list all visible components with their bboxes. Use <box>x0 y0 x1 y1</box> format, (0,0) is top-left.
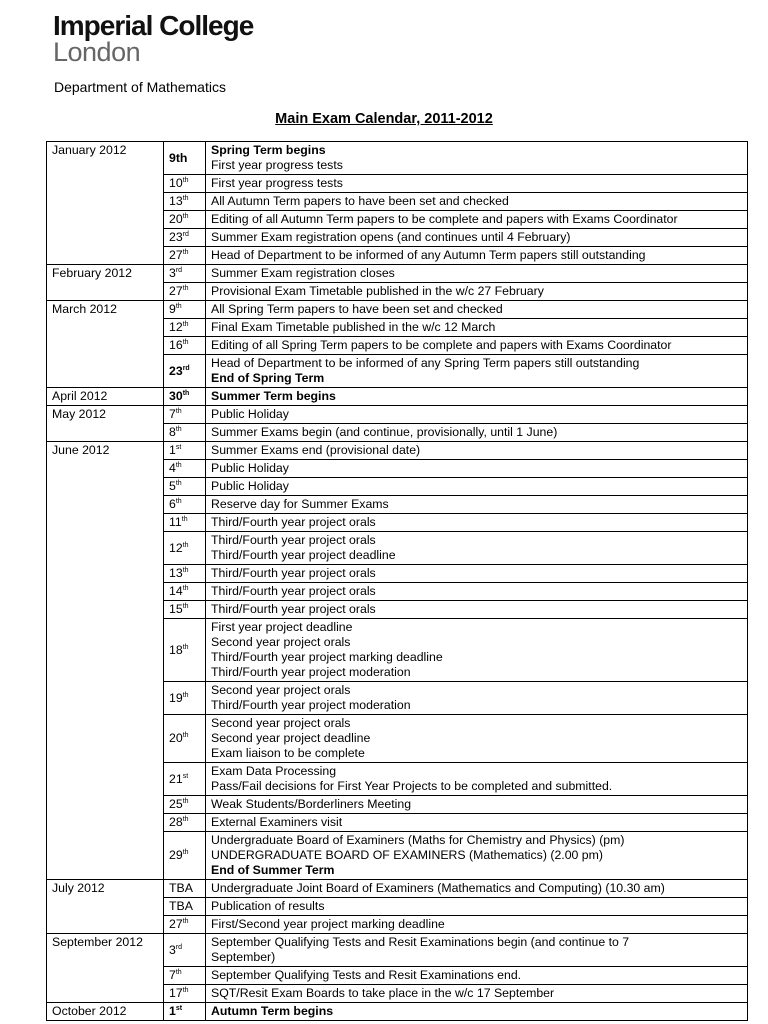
event-line: Reserve day for Summer Exams <box>211 497 389 511</box>
day-suffix: st <box>182 772 189 780</box>
calendar-row <box>47 880 748 898</box>
event-cell <box>206 601 748 619</box>
event-line: End of Spring Term <box>211 371 325 385</box>
day-suffix: th <box>182 917 189 925</box>
month-cell: February 2012 <box>47 265 164 301</box>
event-line: Third/Fourth year project moderation <box>211 698 411 712</box>
day-cell: 17th <box>164 985 206 1003</box>
day-suffix: th <box>182 194 189 202</box>
day-suffix: th <box>182 584 189 592</box>
event-cell <box>206 532 748 565</box>
event-line: First year progress tests <box>211 176 343 190</box>
event-cell <box>206 175 748 193</box>
event-line: All Autumn Term papers to have been set and checked <box>211 194 509 208</box>
event-line: Spring Term begins <box>211 143 326 157</box>
event-line: Provisional Exam Timetable published in the w/c 27 February <box>211 284 544 298</box>
day-cell: TBA <box>164 898 206 916</box>
event-line: September) <box>211 950 276 964</box>
day-cell: 19th <box>164 682 206 715</box>
day-suffix: th <box>182 566 189 574</box>
event-cell <box>206 301 748 319</box>
event-cell <box>206 211 748 229</box>
event-line: Public Holiday <box>211 407 289 421</box>
day-suffix: rd <box>182 230 189 238</box>
event-line: Third/Fourth year project orals <box>211 533 376 547</box>
day-suffix: th <box>182 320 189 328</box>
event-line: Pass/Fail decisions for First Year Projects to be completed and submitted. <box>211 779 613 793</box>
event-line: Editing of all Autumn Term papers to be complete and papers with Exams Coordinator <box>211 212 678 226</box>
day-cell: 7th <box>164 406 206 424</box>
event-cell <box>206 265 748 283</box>
logo-line-2: London <box>53 37 141 67</box>
day-cell: 4th <box>164 460 206 478</box>
calendar-row <box>47 142 748 175</box>
day-cell: 12th <box>164 532 206 565</box>
day-cell: 30th <box>164 388 206 406</box>
event-line: Summer Exam registration closes <box>211 266 395 280</box>
event-line: Weak Students/Borderliners Meeting <box>211 797 412 811</box>
calendar-body <box>47 142 748 1021</box>
event-cell <box>206 319 748 337</box>
day-cell: 25th <box>164 796 206 814</box>
day-cell: 6th <box>164 496 206 514</box>
event-line: Public Holiday <box>211 461 289 475</box>
event-cell <box>206 715 748 763</box>
event-cell <box>206 142 748 175</box>
event-cell <box>206 985 748 1003</box>
event-line: Editing of all Spring Term papers to be complete and papers with Exams Coordinator <box>211 338 672 352</box>
day-suffix: th <box>182 389 190 397</box>
exam-calendar-table <box>46 141 748 1021</box>
event-line: Third/Fourth year project moderation <box>211 665 411 679</box>
day-suffix: th <box>182 731 189 739</box>
day-cell: 21st <box>164 763 206 796</box>
day-cell: 3rd <box>164 934 206 967</box>
event-line: Exam Data Processing <box>211 764 337 778</box>
event-cell <box>206 763 748 796</box>
day-cell: 20th <box>164 715 206 763</box>
day-cell: 10th <box>164 175 206 193</box>
calendar-row <box>47 1003 748 1021</box>
day-suffix: th <box>175 479 182 487</box>
day-suffix: th <box>175 461 182 469</box>
day-cell: 11th <box>164 514 206 532</box>
event-cell <box>206 814 748 832</box>
event-cell <box>206 1003 748 1021</box>
day-suffix: th <box>175 497 182 505</box>
event-line: Third/Fourth year project marking deadline <box>211 650 443 664</box>
logo-line-1: Imperial College <box>53 10 254 41</box>
day-suffix: th <box>182 815 189 823</box>
event-cell <box>206 460 748 478</box>
day-suffix: th <box>175 302 182 310</box>
event-cell <box>206 247 748 265</box>
month-cell: January 2012 <box>47 142 164 265</box>
day-suffix: th <box>182 248 189 256</box>
event-cell <box>206 424 748 442</box>
event-line: September Qualifying Tests and Resit Examinations begin (and continue to 7 <box>211 935 630 949</box>
day-cell: 23rd <box>164 355 206 388</box>
event-line: UNDERGRADUATE BOARD OF EXAMINERS (Mathematics) (2.00 pm) <box>211 848 603 862</box>
event-line: Second year project deadline <box>211 731 371 745</box>
department-name: Department of Mathematics <box>54 79 226 95</box>
event-cell <box>206 967 748 985</box>
event-cell <box>206 388 748 406</box>
event-cell <box>206 406 748 424</box>
day-cell: 1st <box>164 442 206 460</box>
day-suffix: st <box>175 1004 183 1012</box>
event-line: Second year project orals <box>211 635 351 649</box>
month-cell: March 2012 <box>47 301 164 388</box>
event-cell <box>206 283 748 301</box>
event-cell <box>206 934 748 967</box>
day-cell: 15th <box>164 601 206 619</box>
event-line: Third/Fourth year project orals <box>211 584 376 598</box>
day-cell: 27th <box>164 283 206 301</box>
event-cell <box>206 880 748 898</box>
event-cell <box>206 355 748 388</box>
event-line: Second year project orals <box>211 716 351 730</box>
event-line: Undergraduate Board of Examiners (Maths for Chemistry and Physics) (pm) <box>211 833 625 847</box>
event-cell <box>206 619 748 682</box>
event-line: Final Exam Timetable published in the w/c 12 March <box>211 320 496 334</box>
event-line: Summer Exams begin (and continue, provisionally, until 1 June) <box>211 425 558 439</box>
event-cell <box>206 832 748 880</box>
event-line: First year project deadline <box>211 620 353 634</box>
event-line: First year progress tests <box>211 158 343 172</box>
event-line: Third/Fourth year project deadline <box>211 548 396 562</box>
event-line: Second year project orals <box>211 683 351 697</box>
event-line: Head of Department to be informed of any Spring Term papers still outstanding <box>211 356 640 370</box>
day-suffix: th <box>182 643 189 651</box>
event-cell <box>206 565 748 583</box>
event-line: Third/Fourth year project orals <box>211 602 376 616</box>
month-cell: October 2012 <box>47 1003 164 1021</box>
event-line: Public Holiday <box>211 479 289 493</box>
day-suffix: th <box>175 425 182 433</box>
calendar-row <box>47 301 748 319</box>
page-title: Main Exam Calendar, 2011-2012 <box>275 111 493 127</box>
event-cell <box>206 193 748 211</box>
day-cell: 9th <box>164 142 206 175</box>
event-line: Publication of results <box>211 899 325 913</box>
day-suffix: th <box>181 515 188 523</box>
event-cell <box>206 229 748 247</box>
event-cell <box>206 478 748 496</box>
day-cell: 16th <box>164 337 206 355</box>
day-suffix: th <box>182 602 189 610</box>
day-suffix: th <box>182 848 189 856</box>
day-suffix: th <box>175 968 182 976</box>
day-cell: 1st <box>164 1003 206 1021</box>
day-suffix: th <box>182 541 189 549</box>
day-suffix: th <box>182 986 189 994</box>
month-cell: June 2012 <box>47 442 164 880</box>
event-line: Summer Exams end (provisional date) <box>211 443 421 457</box>
day-suffix: th <box>182 338 189 346</box>
day-suffix: th <box>175 407 182 415</box>
event-line: Third/Fourth year project orals <box>211 515 376 529</box>
day-cell: 20th <box>164 211 206 229</box>
event-line: Third/Fourth year project orals <box>211 566 376 580</box>
calendar-row <box>47 406 748 424</box>
event-cell <box>206 514 748 532</box>
day-suffix: rd <box>182 364 190 372</box>
event-cell <box>206 898 748 916</box>
day-cell: 7th <box>164 967 206 985</box>
event-line: Undergraduate Joint Board of Examiners (Mathematics and Computing) (10.30 am) <box>211 881 665 895</box>
day-suffix: st <box>175 443 182 451</box>
event-line: Head of Department to be informed of any Autumn Term papers still outstanding <box>211 248 646 262</box>
calendar-row <box>47 265 748 283</box>
event-line: SQT/Resit Exam Boards to take place in the w/c 17 September <box>211 986 555 1000</box>
day-suffix: th <box>182 212 189 220</box>
day-cell: 13th <box>164 565 206 583</box>
day-cell: 29th <box>164 832 206 880</box>
day-cell: 14th <box>164 583 206 601</box>
month-cell: May 2012 <box>47 406 164 442</box>
calendar-row <box>47 388 748 406</box>
day-cell: 5th <box>164 478 206 496</box>
day-cell: 13th <box>164 193 206 211</box>
event-line: First/Second year project marking deadline <box>211 917 445 931</box>
event-line: Exam liaison to be complete <box>211 746 365 760</box>
event-cell <box>206 916 748 934</box>
day-suffix: th <box>182 176 189 184</box>
day-cell: 18th <box>164 619 206 682</box>
event-line: Summer Exam registration opens (and continues until 4 February) <box>211 230 571 244</box>
day-cell: 28th <box>164 814 206 832</box>
event-cell <box>206 796 748 814</box>
event-line: End of Summer Term <box>211 863 335 877</box>
day-cell: 27th <box>164 916 206 934</box>
event-cell <box>206 682 748 715</box>
day-suffix: rd <box>175 943 183 951</box>
calendar-row <box>47 442 748 460</box>
calendar-row <box>47 934 748 967</box>
event-line: Autumn Term begins <box>211 1004 334 1018</box>
day-cell: TBA <box>164 880 206 898</box>
day-suffix: th <box>182 691 189 699</box>
event-line: September Qualifying Tests and Resit Examinations end. <box>211 968 522 982</box>
day-cell: 9th <box>164 301 206 319</box>
event-line: External Examiners visit <box>211 815 343 829</box>
event-line: Summer Term begins <box>211 389 336 403</box>
college-logo <box>53 12 253 66</box>
event-cell <box>206 496 748 514</box>
day-suffix: th <box>182 284 189 292</box>
event-cell <box>206 337 748 355</box>
month-cell: July 2012 <box>47 880 164 934</box>
day-cell: 27th <box>164 247 206 265</box>
day-suffix: rd <box>175 266 183 274</box>
day-cell: 8th <box>164 424 206 442</box>
day-cell: 3rd <box>164 265 206 283</box>
day-suffix: th <box>182 797 189 805</box>
month-cell: April 2012 <box>47 388 164 406</box>
day-cell: 12th <box>164 319 206 337</box>
day-cell: 23rd <box>164 229 206 247</box>
month-cell: September 2012 <box>47 934 164 1003</box>
event-cell <box>206 583 748 601</box>
event-cell <box>206 442 748 460</box>
event-line: All Spring Term papers to have been set and checked <box>211 302 503 316</box>
